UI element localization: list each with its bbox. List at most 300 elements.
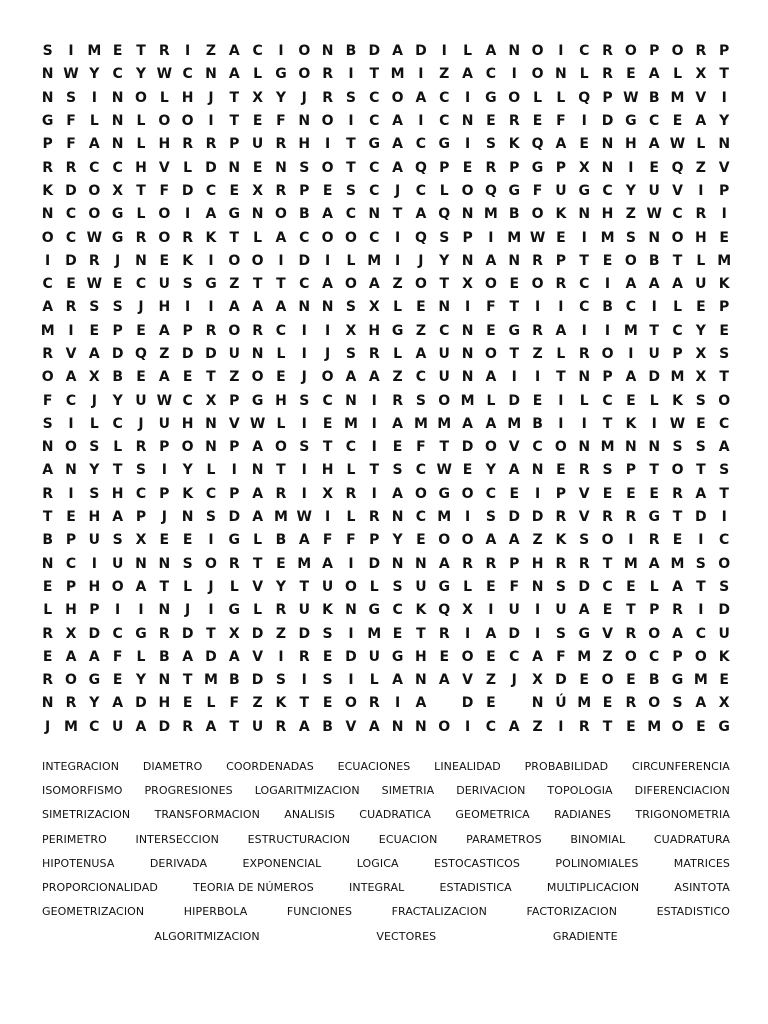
grid-letter[interactable]: N [438, 299, 451, 316]
grid-letter[interactable]: C [65, 206, 77, 223]
grid-letter[interactable]: E [486, 578, 496, 595]
grid-letter[interactable]: O [531, 276, 544, 293]
grid-letter[interactable]: W [669, 136, 686, 153]
grid-letter[interactable]: M [647, 718, 662, 735]
grid-letter[interactable]: E [276, 369, 286, 386]
grid-letter[interactable]: E [392, 625, 403, 642]
grid-letter[interactable]: H [694, 229, 707, 246]
grid-letter[interactable]: P [182, 322, 193, 339]
grid-letter[interactable]: D [65, 252, 77, 269]
grid-letter[interactable]: C [369, 182, 380, 199]
grid-letter[interactable]: A [392, 136, 403, 153]
grid-letter[interactable]: T [416, 625, 426, 642]
grid-letter[interactable]: R [578, 462, 590, 479]
grid-letter[interactable]: A [438, 672, 450, 689]
grid-letter[interactable]: T [206, 369, 216, 386]
grid-letter[interactable]: I [348, 672, 354, 689]
grid-letter[interactable]: H [321, 462, 334, 479]
grid-letter[interactable]: E [322, 648, 333, 665]
grid-letter[interactable]: A [252, 439, 264, 456]
grid-letter[interactable]: Z [159, 346, 170, 362]
grid-letter[interactable]: I [348, 625, 354, 642]
grid-letter[interactable]: V [672, 182, 683, 199]
grid-letter[interactable]: T [276, 276, 286, 293]
grid-letter[interactable]: A [672, 625, 683, 642]
grid-letter[interactable]: R [205, 136, 217, 153]
grid-letter[interactable]: T [649, 322, 659, 339]
grid-letter[interactable]: Q [578, 89, 591, 106]
grid-letter[interactable]: V [462, 672, 473, 689]
grid-letter[interactable]: S [42, 43, 53, 60]
grid-letter[interactable]: F [322, 532, 333, 549]
grid-letter[interactable]: R [275, 182, 287, 199]
grid-letter[interactable]: O [624, 648, 637, 665]
grid-letter[interactable]: A [275, 229, 287, 246]
grid-letter[interactable]: I [45, 252, 51, 269]
grid-letter[interactable]: R [135, 229, 147, 246]
grid-letter[interactable]: N [578, 439, 591, 456]
grid-letter[interactable]: G [41, 113, 54, 130]
grid-letter[interactable]: S [695, 439, 706, 456]
grid-letter[interactable]: A [88, 346, 100, 362]
grid-letter[interactable]: R [42, 672, 54, 689]
grid-letter[interactable]: I [371, 392, 377, 409]
grid-letter[interactable]: B [42, 532, 53, 549]
grid-letter[interactable]: T [509, 346, 519, 362]
grid-letter[interactable]: A [275, 299, 287, 316]
grid-letter[interactable]: T [346, 159, 356, 176]
grid-letter[interactable]: O [181, 439, 194, 456]
grid-letter[interactable]: R [625, 695, 637, 712]
grid-letter[interactable]: L [696, 252, 706, 269]
grid-letter[interactable]: K [182, 252, 194, 269]
grid-letter[interactable]: C [369, 159, 380, 176]
grid-letter[interactable]: O [41, 229, 54, 246]
grid-letter[interactable]: F [556, 648, 566, 665]
grid-letter[interactable]: N [345, 602, 357, 619]
grid-letter[interactable]: R [602, 509, 613, 526]
grid-letter[interactable]: F [229, 695, 240, 712]
grid-letter[interactable]: N [461, 322, 474, 339]
grid-letter[interactable]: O [65, 439, 77, 456]
grid-letter[interactable]: I [464, 509, 471, 526]
grid-letter[interactable]: I [628, 346, 634, 362]
grid-letter[interactable]: O [671, 43, 684, 60]
grid-letter[interactable]: O [438, 718, 451, 735]
grid-letter[interactable]: E [486, 648, 496, 665]
grid-letter[interactable]: O [414, 485, 427, 502]
grid-letter[interactable]: R [485, 555, 497, 572]
grid-letter[interactable]: Y [135, 66, 147, 83]
grid-letter[interactable]: C [65, 229, 77, 246]
grid-letter[interactable]: E [252, 113, 263, 130]
grid-letter[interactable]: G [438, 136, 450, 153]
grid-letter[interactable]: E [649, 159, 659, 176]
grid-letter[interactable]: Q [414, 159, 427, 176]
grid-letter[interactable]: H [158, 695, 171, 712]
grid-letter[interactable]: C [672, 206, 683, 223]
grid-letter[interactable]: O [438, 532, 451, 549]
grid-letter[interactable]: I [185, 299, 191, 316]
grid-letter[interactable]: A [65, 369, 77, 386]
grid-letter[interactable]: D [368, 555, 381, 572]
grid-letter[interactable]: I [301, 672, 307, 689]
grid-letter[interactable]: M [343, 415, 358, 432]
grid-letter[interactable]: I [534, 625, 541, 642]
grid-letter[interactable]: L [463, 43, 473, 60]
grid-letter[interactable]: I [464, 89, 471, 106]
grid-letter[interactable]: N [461, 346, 474, 362]
grid-letter[interactable]: O [648, 695, 661, 712]
grid-letter[interactable]: H [111, 485, 124, 502]
grid-letter[interactable]: C [345, 206, 357, 223]
grid-letter[interactable]: I [698, 182, 704, 199]
grid-letter[interactable]: H [88, 509, 101, 526]
grid-letter[interactable]: I [324, 136, 331, 153]
grid-letter[interactable]: O [508, 89, 521, 106]
grid-letter[interactable]: Y [182, 462, 193, 479]
grid-letter[interactable]: D [578, 578, 591, 595]
grid-letter[interactable]: N [111, 136, 124, 153]
grid-letter[interactable]: L [649, 578, 659, 595]
grid-letter[interactable]: T [696, 578, 706, 595]
grid-letter[interactable]: O [461, 182, 474, 199]
grid-letter[interactable]: W [86, 229, 103, 246]
grid-letter[interactable]: P [439, 159, 450, 176]
grid-letter[interactable]: N [415, 718, 427, 735]
grid-letter[interactable]: A [112, 509, 124, 526]
grid-letter[interactable]: A [298, 718, 310, 735]
grid-letter[interactable]: S [182, 555, 193, 572]
grid-letter[interactable]: E [626, 392, 636, 409]
grid-letter[interactable]: I [628, 159, 634, 176]
grid-letter[interactable]: E [462, 462, 473, 479]
grid-letter[interactable]: S [719, 578, 730, 595]
grid-letter[interactable]: C [719, 415, 730, 432]
grid-letter[interactable]: S [299, 439, 310, 456]
grid-letter[interactable]: E [532, 113, 543, 130]
grid-letter[interactable]: O [531, 66, 544, 83]
grid-letter[interactable]: S [345, 89, 356, 106]
grid-letter[interactable]: S [299, 159, 310, 176]
grid-letter[interactable]: N [461, 252, 474, 269]
grid-letter[interactable]: R [695, 43, 707, 60]
grid-letter[interactable]: N [65, 462, 77, 479]
grid-letter[interactable]: O [624, 252, 637, 269]
grid-letter[interactable]: C [299, 229, 310, 246]
grid-letter[interactable]: H [158, 299, 171, 316]
grid-letter[interactable]: O [274, 439, 287, 456]
grid-letter[interactable]: D [508, 625, 521, 642]
grid-letter[interactable]: R [578, 346, 590, 362]
grid-letter[interactable]: T [649, 462, 659, 479]
grid-letter[interactable]: U [111, 555, 124, 572]
grid-letter[interactable]: D [461, 439, 474, 456]
grid-letter[interactable]: P [159, 485, 170, 502]
grid-letter[interactable]: A [392, 672, 403, 689]
grid-letter[interactable]: A [392, 43, 403, 60]
grid-letter[interactable]: R [438, 625, 450, 642]
grid-letter[interactable]: O [531, 206, 544, 223]
grid-letter[interactable]: L [579, 66, 589, 83]
grid-letter[interactable]: B [532, 415, 543, 432]
grid-letter[interactable]: T [136, 182, 146, 199]
grid-letter[interactable]: L [369, 672, 379, 689]
grid-letter[interactable]: C [649, 113, 660, 130]
grid-letter[interactable]: G [578, 625, 590, 642]
grid-letter[interactable]: K [718, 276, 730, 293]
grid-letter[interactable]: I [581, 113, 587, 130]
grid-letter[interactable]: P [135, 509, 147, 526]
grid-letter[interactable]: E [416, 532, 426, 549]
grid-letter[interactable]: M [413, 415, 428, 432]
grid-letter[interactable]: U [111, 718, 124, 735]
grid-letter[interactable]: M [87, 43, 102, 60]
grid-letter[interactable]: I [628, 532, 634, 549]
grid-letter[interactable]: U [648, 182, 660, 199]
grid-letter[interactable]: X [532, 672, 543, 689]
grid-letter[interactable]: T [439, 276, 450, 293]
grid-letter[interactable]: D [181, 182, 194, 199]
grid-letter[interactable]: T [602, 555, 613, 572]
grid-letter[interactable]: J [161, 509, 167, 526]
grid-letter[interactable]: N [111, 89, 124, 106]
grid-letter[interactable]: I [278, 43, 284, 60]
grid-letter[interactable]: E [532, 392, 543, 409]
grid-letter[interactable]: X [718, 695, 730, 712]
grid-letter[interactable]: H [88, 578, 101, 595]
grid-letter[interactable]: J [45, 718, 51, 735]
grid-letter[interactable]: Z [415, 322, 426, 339]
grid-letter[interactable]: U [298, 602, 310, 619]
grid-letter[interactable]: Y [719, 113, 730, 130]
grid-letter[interactable]: E [89, 322, 100, 339]
grid-letter[interactable]: J [511, 672, 517, 689]
grid-letter[interactable]: Y [485, 462, 496, 479]
grid-letter[interactable]: R [42, 159, 54, 176]
grid-letter[interactable]: O [158, 113, 171, 130]
grid-letter[interactable]: I [394, 695, 401, 712]
grid-letter[interactable]: S [205, 509, 216, 526]
grid-letter[interactable]: E [182, 695, 193, 712]
grid-letter[interactable]: C [485, 718, 497, 735]
grid-letter[interactable]: S [65, 89, 77, 106]
grid-letter[interactable]: C [695, 625, 706, 642]
grid-letter[interactable]: N [298, 113, 311, 130]
grid-letter[interactable]: Y [89, 695, 100, 712]
grid-letter[interactable]: I [348, 66, 354, 83]
grid-letter[interactable]: L [486, 392, 496, 409]
grid-letter[interactable]: A [252, 299, 264, 316]
grid-letter[interactable]: N [391, 718, 404, 735]
grid-letter[interactable]: D [88, 625, 101, 642]
grid-letter[interactable]: E [696, 299, 706, 316]
grid-letter[interactable]: D [205, 159, 217, 176]
grid-letter[interactable]: F [66, 136, 76, 153]
grid-letter[interactable]: A [415, 206, 427, 223]
grid-letter[interactable]: D [508, 509, 521, 526]
grid-letter[interactable]: A [322, 276, 334, 293]
grid-letter[interactable]: P [229, 136, 240, 153]
grid-letter[interactable]: S [89, 439, 100, 456]
grid-letter[interactable]: I [698, 602, 704, 619]
grid-letter[interactable]: X [578, 159, 590, 176]
grid-letter[interactable]: I [534, 369, 541, 386]
grid-letter[interactable]: I [68, 322, 74, 339]
grid-letter[interactable]: E [486, 695, 496, 712]
grid-letter[interactable]: C [579, 299, 590, 316]
grid-letter[interactable]: S [719, 462, 730, 479]
grid-letter[interactable]: O [344, 695, 357, 712]
grid-letter[interactable]: U [438, 346, 450, 362]
grid-letter[interactable]: H [625, 136, 637, 153]
grid-letter[interactable]: C [415, 462, 427, 479]
grid-letter[interactable]: E [42, 578, 53, 595]
grid-letter[interactable]: R [65, 299, 77, 316]
grid-letter[interactable]: M [437, 509, 452, 526]
grid-letter[interactable]: D [508, 392, 521, 409]
grid-letter[interactable]: B [648, 89, 660, 106]
grid-letter[interactable]: U [555, 602, 567, 619]
grid-letter[interactable]: N [181, 509, 194, 526]
grid-letter[interactable]: A [392, 485, 403, 502]
grid-letter[interactable]: V [578, 509, 590, 526]
grid-letter[interactable]: E [112, 43, 123, 60]
grid-letter[interactable]: I [91, 555, 97, 572]
grid-letter[interactable]: S [299, 392, 310, 409]
grid-letter[interactable]: D [251, 625, 264, 642]
grid-letter[interactable]: E [626, 672, 636, 689]
grid-letter[interactable]: Z [439, 66, 450, 83]
grid-letter[interactable]: G [368, 136, 380, 153]
grid-letter[interactable]: A [438, 555, 450, 572]
grid-letter[interactable]: X [462, 276, 473, 293]
grid-letter[interactable]: N [415, 672, 427, 689]
grid-letter[interactable]: D [205, 648, 217, 665]
grid-letter[interactable]: A [135, 578, 147, 595]
grid-letter[interactable]: H [368, 322, 381, 339]
grid-letter[interactable]: I [348, 113, 354, 130]
grid-letter[interactable]: C [205, 485, 217, 502]
grid-letter[interactable]: P [229, 392, 240, 409]
grid-letter[interactable]: E [696, 718, 706, 735]
grid-letter[interactable]: S [42, 415, 53, 432]
grid-letter[interactable]: N [275, 159, 287, 176]
grid-letter[interactable]: W [249, 415, 266, 432]
grid-letter[interactable]: I [558, 718, 564, 735]
grid-letter[interactable]: R [158, 625, 170, 642]
grid-letter[interactable]: Y [89, 462, 100, 479]
grid-letter[interactable]: O [321, 159, 334, 176]
grid-letter[interactable]: L [136, 113, 146, 130]
grid-letter[interactable]: G [578, 182, 590, 199]
grid-letter[interactable]: D [251, 672, 264, 689]
grid-letter[interactable]: O [438, 392, 451, 409]
grid-letter[interactable]: R [672, 602, 683, 619]
grid-letter[interactable]: A [508, 462, 520, 479]
grid-letter[interactable]: U [228, 346, 240, 362]
grid-letter[interactable]: I [185, 43, 191, 60]
grid-letter[interactable]: N [368, 206, 381, 223]
grid-letter[interactable]: Q [531, 136, 544, 153]
grid-letter[interactable]: E [42, 648, 53, 665]
grid-letter[interactable]: D [181, 625, 194, 642]
grid-letter[interactable]: I [161, 462, 167, 479]
grid-letter[interactable]: L [579, 392, 589, 409]
grid-letter[interactable]: U [718, 625, 730, 642]
grid-letter[interactable]: R [555, 509, 567, 526]
grid-letter[interactable]: A [298, 532, 310, 549]
grid-letter[interactable]: E [719, 229, 729, 246]
grid-letter[interactable]: B [648, 672, 660, 689]
grid-letter[interactable]: C [369, 113, 380, 130]
grid-letter[interactable]: I [68, 43, 74, 60]
grid-letter[interactable]: I [278, 648, 284, 665]
grid-letter[interactable]: V [345, 718, 357, 735]
grid-letter[interactable]: G [391, 648, 404, 665]
grid-letter[interactable]: H [181, 89, 194, 106]
grid-letter[interactable]: I [185, 206, 191, 223]
grid-letter[interactable]: E [579, 136, 589, 153]
grid-letter[interactable]: I [721, 89, 727, 106]
grid-letter[interactable]: L [533, 89, 543, 106]
grid-letter[interactable]: M [600, 229, 615, 246]
grid-letter[interactable]: J [394, 182, 401, 199]
grid-letter[interactable]: E [486, 322, 496, 339]
grid-letter[interactable]: T [206, 625, 216, 642]
grid-letter[interactable]: W [63, 66, 79, 83]
grid-letter[interactable]: J [138, 299, 144, 316]
grid-letter[interactable]: U [158, 276, 170, 293]
grid-letter[interactable]: I [558, 415, 564, 432]
grid-letter[interactable]: L [183, 159, 193, 176]
grid-letter[interactable]: C [89, 159, 100, 176]
grid-letter[interactable]: C [345, 439, 357, 456]
grid-letter[interactable]: N [601, 136, 614, 153]
grid-letter[interactable]: I [581, 415, 587, 432]
grid-letter[interactable]: O [181, 113, 194, 130]
grid-letter[interactable]: A [415, 89, 427, 106]
grid-letter[interactable]: E [439, 648, 450, 665]
grid-letter[interactable]: X [695, 369, 707, 386]
grid-letter[interactable]: J [185, 602, 191, 619]
grid-letter[interactable]: H [531, 555, 544, 572]
grid-letter[interactable]: H [181, 415, 194, 432]
grid-letter[interactable]: I [698, 532, 704, 549]
grid-letter[interactable]: M [693, 672, 708, 689]
grid-letter[interactable]: E [579, 672, 589, 689]
grid-letter[interactable]: I [488, 229, 494, 246]
grid-letter[interactable]: I [301, 322, 307, 339]
grid-letter[interactable]: M [670, 89, 685, 106]
grid-letter[interactable]: A [695, 113, 707, 130]
grid-letter[interactable]: O [344, 276, 357, 293]
grid-letter[interactable]: G [531, 159, 544, 176]
grid-letter[interactable]: N [625, 439, 637, 456]
grid-letter[interactable]: D [228, 509, 241, 526]
grid-letter[interactable]: T [322, 439, 333, 456]
grid-letter[interactable]: G [625, 113, 637, 130]
grid-letter[interactable]: A [228, 299, 240, 316]
grid-letter[interactable]: I [324, 322, 331, 339]
grid-letter[interactable]: O [671, 462, 684, 479]
grid-letter[interactable]: B [228, 672, 240, 689]
grid-letter[interactable]: R [42, 346, 54, 362]
grid-letter[interactable]: J [418, 252, 424, 269]
grid-letter[interactable]: R [462, 555, 473, 572]
grid-letter[interactable]: O [88, 206, 101, 223]
grid-letter[interactable]: O [461, 532, 474, 549]
